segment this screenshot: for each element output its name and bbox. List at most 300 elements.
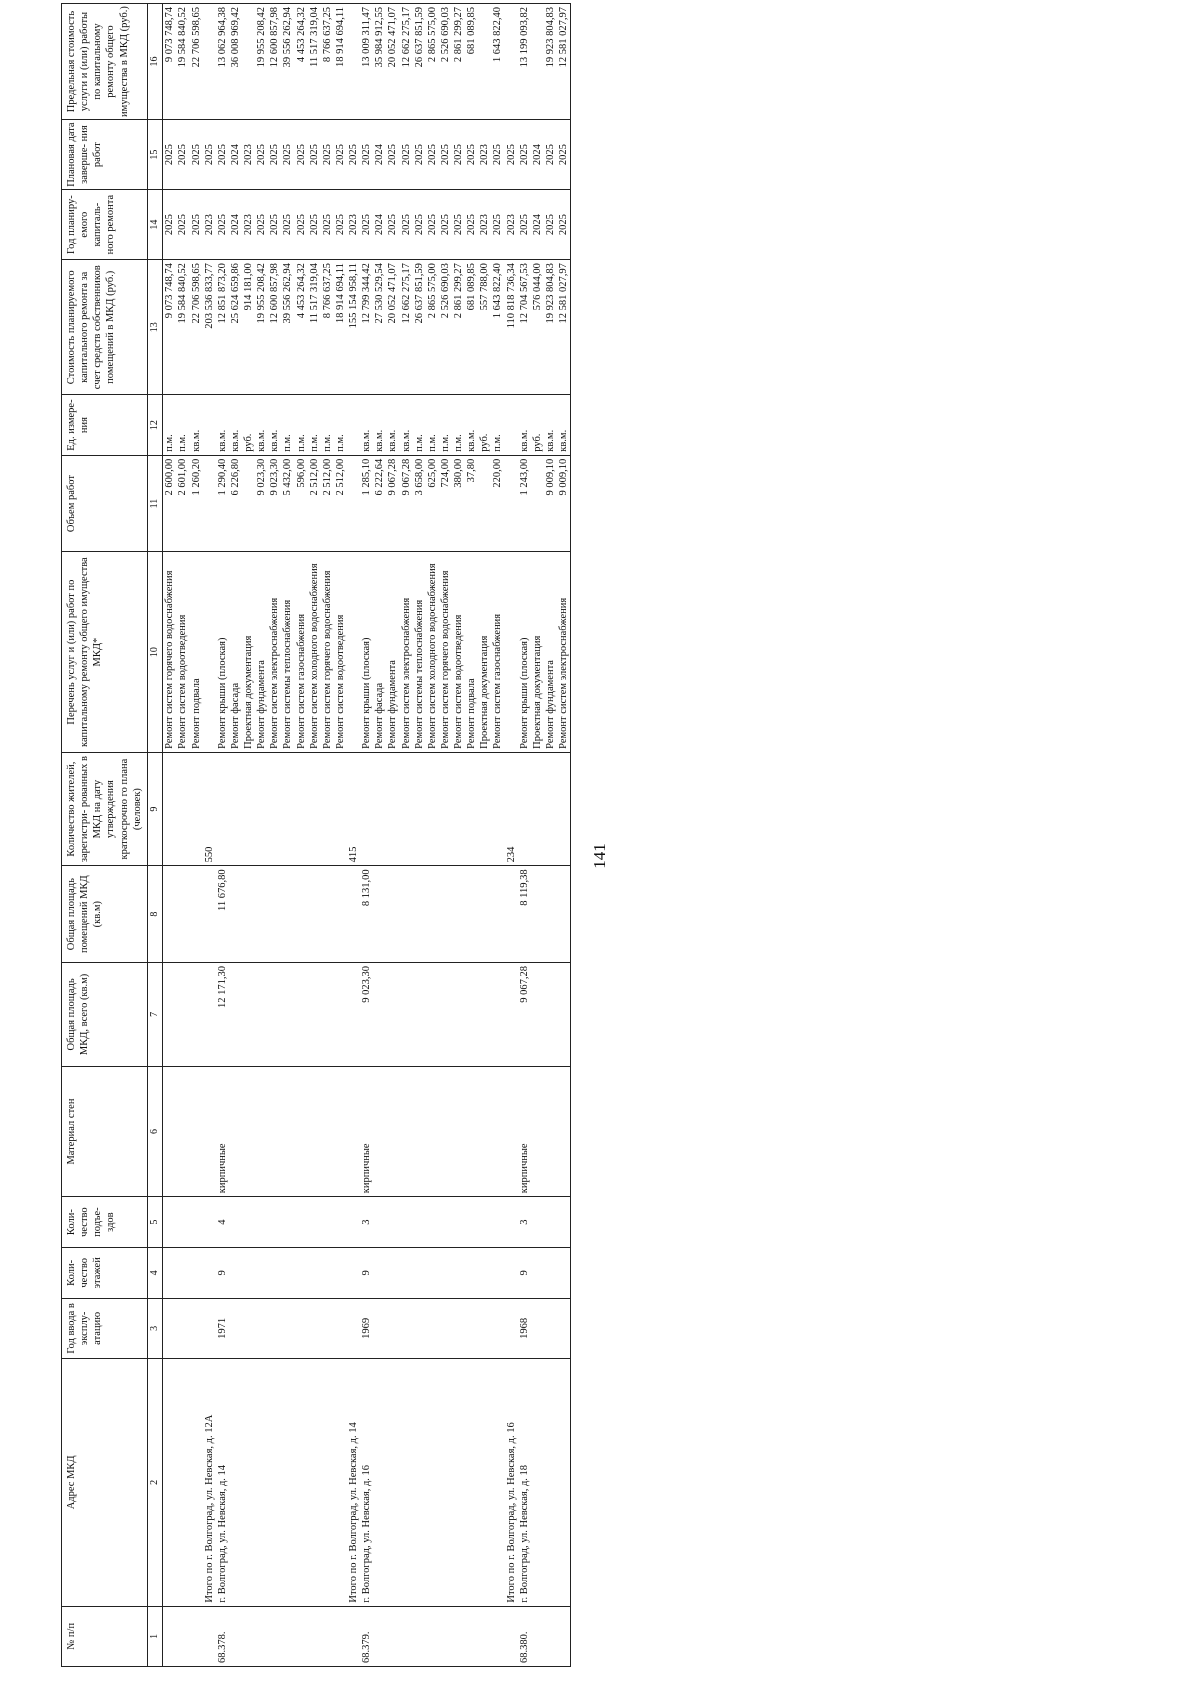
entrances-cell: [281, 1197, 294, 1248]
total-area-cell: [413, 962, 426, 1066]
wall-material-cell: [308, 1066, 321, 1196]
entrances-cell: [373, 1197, 386, 1248]
unit-cell: кв.м.: [386, 395, 399, 455]
plan-year-cell: 2023: [347, 190, 360, 260]
total-area-cell: [190, 962, 203, 1066]
wall-material-cell: [321, 1066, 334, 1196]
col-number: 3: [147, 1298, 163, 1358]
plan-year-cell: 2025: [190, 190, 203, 260]
num-cell: [295, 1606, 308, 1666]
residents-cell: [544, 752, 557, 866]
wall-material-cell: [347, 1066, 360, 1196]
max-cost-cell: 2 865 575,00: [426, 4, 439, 120]
end-year-cell: 2025: [347, 120, 360, 190]
premises-area-cell: [321, 866, 334, 963]
work-cell: Ремонт систем газоснабжения: [295, 552, 308, 752]
year-cell: [281, 1298, 294, 1358]
floors-cell: [255, 1247, 268, 1298]
volume-cell: 1 290,40: [216, 455, 229, 552]
address-cell: Итого по г. Волгоград, ул. Невская, д. 16: [505, 1359, 518, 1607]
premises-area-cell: [347, 866, 360, 963]
table-row: [465, 4, 478, 1667]
work-cell: Ремонт систем горячего водоснабжения: [163, 552, 177, 752]
residents-cell: [426, 752, 439, 866]
work-cell: [505, 552, 518, 752]
year-cell: [190, 1298, 203, 1358]
col-number: 8: [147, 866, 163, 963]
max-cost-cell: [531, 4, 544, 120]
total-area-cell: [452, 962, 465, 1066]
total-area-cell: 12 171,30: [216, 962, 229, 1066]
table-row: [491, 4, 504, 1667]
end-year-cell: 2025: [491, 120, 504, 190]
max-cost-cell: [347, 4, 360, 120]
unit-cell: кв.м.: [557, 395, 571, 455]
total-area-cell: [531, 962, 544, 1066]
volume-cell: [478, 455, 491, 552]
num-cell: [452, 1606, 465, 1666]
max-cost-cell: 35 984 912,55: [373, 4, 386, 120]
volume-cell: [347, 455, 360, 552]
wall-material-cell: кирпичные: [518, 1066, 531, 1196]
wall-material-cell: [557, 1066, 571, 1196]
end-year-cell: 2025: [386, 120, 399, 190]
total-area-cell: [242, 962, 255, 1066]
address-cell: Итого по г. Волгоград, ул. Невская, д. 12А: [203, 1359, 216, 1607]
residents-cell: 415: [347, 752, 360, 866]
num-cell: [426, 1606, 439, 1666]
unit-cell: п.м.: [295, 395, 308, 455]
premises-area-cell: [413, 866, 426, 963]
residents-cell: [491, 752, 504, 866]
unit-cell: п.м.: [321, 395, 334, 455]
address-cell: г. Волгоград, ул. Невская, д. 18: [518, 1359, 531, 1607]
total-area-cell: [295, 962, 308, 1066]
wall-material-cell: [334, 1066, 347, 1196]
max-cost-cell: 19 584 840,52: [176, 4, 189, 120]
year-cell: [347, 1298, 360, 1358]
cost-cell: 12 662 275,17: [400, 260, 413, 395]
year-cell: [308, 1298, 321, 1358]
total-area-cell: 9 023,30: [360, 962, 373, 1066]
entrances-cell: [400, 1197, 413, 1248]
unit-cell: кв.м.: [544, 395, 557, 455]
col-header: Общая площадь МКД, всего (кв.м): [62, 962, 148, 1066]
wall-material-cell: [281, 1066, 294, 1196]
volume-cell: 380,00: [452, 455, 465, 552]
address-cell: [268, 1359, 281, 1607]
plan-year-cell: 2023: [478, 190, 491, 260]
cost-cell: 20 052 471,07: [386, 260, 399, 395]
cost-cell: 4 453 264,32: [295, 260, 308, 395]
year-cell: [373, 1298, 386, 1358]
work-cell: Ремонт крыши (плоская): [216, 552, 229, 752]
address-cell: [308, 1359, 321, 1607]
year-cell: [229, 1298, 242, 1358]
address-cell: [321, 1359, 334, 1607]
residents-cell: [308, 752, 321, 866]
unit-cell: п.м.: [413, 395, 426, 455]
address-cell: [400, 1359, 413, 1607]
end-year-cell: 2025: [557, 120, 571, 190]
wall-material-cell: [176, 1066, 189, 1196]
work-cell: Проектная документация: [242, 552, 255, 752]
wall-material-cell: [544, 1066, 557, 1196]
unit-cell: кв.м.: [518, 395, 531, 455]
plan-year-cell: 2025: [360, 190, 373, 260]
premises-area-cell: [242, 866, 255, 963]
end-year-cell: 2023: [478, 120, 491, 190]
cost-cell: 19 584 840,52: [176, 260, 189, 395]
address-cell: [176, 1359, 189, 1607]
num-cell: 68.378.: [216, 1606, 229, 1666]
floors-cell: [190, 1247, 203, 1298]
end-year-cell: 2025: [413, 120, 426, 190]
premises-area-cell: [557, 866, 571, 963]
year-cell: [452, 1298, 465, 1358]
col-number: 6: [147, 1066, 163, 1196]
floors-cell: [413, 1247, 426, 1298]
end-year-cell: 2025: [163, 120, 177, 190]
plan-year-cell: 2024: [373, 190, 386, 260]
col-header: Коли- чество этажей: [62, 1247, 148, 1298]
entrances-cell: [321, 1197, 334, 1248]
floors-cell: [268, 1247, 281, 1298]
premises-area-cell: [163, 866, 177, 963]
premises-area-cell: [373, 866, 386, 963]
col-header: Коли- чество подъе- здов: [62, 1197, 148, 1248]
total-area-cell: [203, 962, 216, 1066]
total-area-cell: [505, 962, 518, 1066]
work-cell: Ремонт системы теплоснабжения: [413, 552, 426, 752]
table-row: [518, 4, 531, 1667]
unit-cell: п.м.: [176, 395, 189, 455]
table-row: [281, 4, 294, 1667]
floors-cell: [334, 1247, 347, 1298]
volume-cell: [203, 455, 216, 552]
residents-cell: [531, 752, 544, 866]
premises-area-cell: [268, 866, 281, 963]
unit-cell: п.м.: [308, 395, 321, 455]
num-cell: [505, 1606, 518, 1666]
year-cell: 1971: [216, 1298, 229, 1358]
num-cell: 68.380.: [518, 1606, 531, 1666]
max-cost-cell: 39 556 262,94: [281, 4, 294, 120]
premises-area-cell: [439, 866, 452, 963]
cost-cell: 12 799 344,42: [360, 260, 373, 395]
total-area-cell: [163, 962, 177, 1066]
address-cell: [544, 1359, 557, 1607]
cost-cell: 19 923 804,83: [544, 260, 557, 395]
table-row: [386, 4, 399, 1667]
volume-cell: 2 600,00: [163, 455, 177, 552]
plan-year-cell: 2025: [281, 190, 294, 260]
volume-cell: [505, 455, 518, 552]
wall-material-cell: [268, 1066, 281, 1196]
premises-area-cell: 8 119,38: [518, 866, 531, 963]
entrances-cell: [439, 1197, 452, 1248]
residents-cell: [242, 752, 255, 866]
wall-material-cell: [373, 1066, 386, 1196]
entrances-cell: [334, 1197, 347, 1248]
cost-cell: 203 536 833,77: [203, 260, 216, 395]
entrances-cell: [163, 1197, 177, 1248]
cost-cell: 11 517 319,04: [308, 260, 321, 395]
cost-cell: 1 643 822,40: [491, 260, 504, 395]
num-cell: [400, 1606, 413, 1666]
entrances-cell: [478, 1197, 491, 1248]
max-cost-cell: 19 955 208,42: [255, 4, 268, 120]
col-header: Перечень услуг и (или) работ по капитальному ремонту общего имущества МКД*: [62, 552, 148, 752]
total-area-cell: [308, 962, 321, 1066]
cost-cell: 12 704 567,53: [518, 260, 531, 395]
work-cell: Ремонт систем холодного водоснабжения: [308, 552, 321, 752]
table-row: [347, 4, 360, 1667]
volume-cell: [242, 455, 255, 552]
year-cell: [544, 1298, 557, 1358]
table-body: [163, 4, 571, 1667]
col-number: 11: [147, 455, 163, 552]
entrances-cell: [557, 1197, 571, 1248]
wall-material-cell: [163, 1066, 177, 1196]
wall-material-cell: [491, 1066, 504, 1196]
num-cell: [478, 1606, 491, 1666]
end-year-cell: 2025: [544, 120, 557, 190]
volume-cell: 2 601,00: [176, 455, 189, 552]
unit-cell: п.м.: [452, 395, 465, 455]
residents-cell: [400, 752, 413, 866]
wall-material-cell: [413, 1066, 426, 1196]
floors-cell: [531, 1247, 544, 1298]
cost-cell: 681 089,85: [465, 260, 478, 395]
max-cost-cell: [242, 4, 255, 120]
unit-cell: п.м.: [163, 395, 177, 455]
table-row: [531, 4, 544, 1667]
max-cost-cell: 2 526 690,03: [439, 4, 452, 120]
address-cell: [491, 1359, 504, 1607]
cost-cell: 27 530 529,54: [373, 260, 386, 395]
work-cell: Ремонт подвала: [190, 552, 203, 752]
residents-cell: [190, 752, 203, 866]
premises-area-cell: [478, 866, 491, 963]
work-cell: Ремонт фасада: [229, 552, 242, 752]
work-cell: Ремонт фундамента: [255, 552, 268, 752]
max-cost-cell: 12 600 857,98: [268, 4, 281, 120]
table-row: [321, 4, 334, 1667]
col-number: 9: [147, 752, 163, 866]
col-number: 7: [147, 962, 163, 1066]
address-cell: г. Волгоград, ул. Невская, д. 14: [216, 1359, 229, 1607]
address-cell: [242, 1359, 255, 1607]
floors-cell: [229, 1247, 242, 1298]
col-number: 10: [147, 552, 163, 752]
year-cell: [242, 1298, 255, 1358]
wall-material-cell: [426, 1066, 439, 1196]
col-number: 5: [147, 1197, 163, 1248]
floors-cell: [347, 1247, 360, 1298]
residents-cell: [413, 752, 426, 866]
volume-cell: 1 243,00: [518, 455, 531, 552]
work-cell: Ремонт систем водоотведения: [334, 552, 347, 752]
plan-year-cell: 2024: [531, 190, 544, 260]
col-header: Предельная стоимость услуги и (или) работы по капитальному ремонту общего имущества в МКД (руб.): [62, 4, 148, 120]
wall-material-cell: [203, 1066, 216, 1196]
num-cell: [203, 1606, 216, 1666]
col-number: 13: [147, 260, 163, 395]
col-number: 15: [147, 120, 163, 190]
wall-material-cell: [531, 1066, 544, 1196]
residents-cell: [281, 752, 294, 866]
col-header: Количество жителей, зарегистри- рованных в МКД на дату утверждения краткосрочно го плана (человек): [62, 752, 148, 866]
unit-cell: [347, 395, 360, 455]
plan-year-cell: 2025: [163, 190, 177, 260]
floors-cell: [308, 1247, 321, 1298]
address-cell: [295, 1359, 308, 1607]
num-cell: [190, 1606, 203, 1666]
plan-year-cell: 2025: [321, 190, 334, 260]
premises-area-cell: [531, 866, 544, 963]
col-number: 2: [147, 1359, 163, 1607]
premises-area-cell: [491, 866, 504, 963]
num-cell: [176, 1606, 189, 1666]
wall-material-cell: [439, 1066, 452, 1196]
unit-cell: кв.м.: [216, 395, 229, 455]
wall-material-cell: [478, 1066, 491, 1196]
entrances-cell: [308, 1197, 321, 1248]
plan-year-cell: 2025: [308, 190, 321, 260]
max-cost-cell: 1 643 822,40: [491, 4, 504, 120]
year-cell: [413, 1298, 426, 1358]
work-cell: Ремонт систем холодного водоснабжения: [426, 552, 439, 752]
wall-material-cell: [190, 1066, 203, 1196]
col-header: Плановая дата заверше- ния работ: [62, 120, 148, 190]
address-cell: Итого по г. Волгоград, ул. Невская, д. 14: [347, 1359, 360, 1607]
max-cost-cell: 13 009 311,47: [360, 4, 373, 120]
num-cell: [281, 1606, 294, 1666]
num-cell: [439, 1606, 452, 1666]
max-cost-cell: 22 706 598,65: [190, 4, 203, 120]
wall-material-cell: [242, 1066, 255, 1196]
address-cell: [255, 1359, 268, 1607]
work-cell: Ремонт крыши (плоская): [518, 552, 531, 752]
residents-cell: 550: [203, 752, 216, 866]
plan-year-cell: 2025: [334, 190, 347, 260]
address-cell: [386, 1359, 399, 1607]
table-row: [176, 4, 189, 1667]
residents-cell: [373, 752, 386, 866]
year-cell: [176, 1298, 189, 1358]
total-area-cell: [347, 962, 360, 1066]
work-cell: [347, 552, 360, 752]
premises-area-cell: [544, 866, 557, 963]
col-header: Стоимость планируемого капитального ремонта за счет средств собственников помещений в МКД (руб.): [62, 260, 148, 395]
year-cell: [426, 1298, 439, 1358]
wall-material-cell: [295, 1066, 308, 1196]
cost-cell: 26 637 851,59: [413, 260, 426, 395]
cost-cell: 557 788,00: [478, 260, 491, 395]
entrances-cell: [505, 1197, 518, 1248]
cost-cell: 19 955 208,42: [255, 260, 268, 395]
table-row: [505, 4, 518, 1667]
unit-cell: п.м.: [334, 395, 347, 455]
max-cost-cell: 18 914 694,11: [334, 4, 347, 120]
address-cell: [281, 1359, 294, 1607]
wall-material-cell: [400, 1066, 413, 1196]
premises-area-cell: [386, 866, 399, 963]
max-cost-cell: 19 923 804,83: [544, 4, 557, 120]
plan-year-cell: 2025: [413, 190, 426, 260]
volume-cell: 1 260,20: [190, 455, 203, 552]
cost-cell: 22 706 598,65: [190, 260, 203, 395]
col-header: № п/п: [62, 1606, 148, 1666]
unit-cell: кв.м.: [465, 395, 478, 455]
unit-cell: п.м.: [281, 395, 294, 455]
num-cell: [255, 1606, 268, 1666]
table-row: [334, 4, 347, 1667]
wall-material-cell: [229, 1066, 242, 1196]
entrances-cell: [544, 1197, 557, 1248]
end-year-cell: 2025: [465, 120, 478, 190]
floors-cell: 9: [360, 1247, 373, 1298]
entrances-cell: [268, 1197, 281, 1248]
year-cell: [400, 1298, 413, 1358]
plan-year-cell: 2025: [452, 190, 465, 260]
volume-cell: 1 285,10: [360, 455, 373, 552]
volume-cell: [531, 455, 544, 552]
address-cell: [413, 1359, 426, 1607]
end-year-cell: 2025: [426, 120, 439, 190]
end-year-cell: 2025: [216, 120, 229, 190]
address-cell: [478, 1359, 491, 1607]
work-cell: Ремонт системы теплоснабжения: [281, 552, 294, 752]
num-cell: [413, 1606, 426, 1666]
table-row: [544, 4, 557, 1667]
entrances-cell: [347, 1197, 360, 1248]
total-area-cell: [439, 962, 452, 1066]
unit-cell: кв.м.: [400, 395, 413, 455]
total-area-cell: 9 067,28: [518, 962, 531, 1066]
work-cell: Ремонт систем горячего водоснабжения: [321, 552, 334, 752]
end-year-cell: 2025: [505, 120, 518, 190]
residents-cell: 234: [505, 752, 518, 866]
plan-year-cell: 2025: [176, 190, 189, 260]
volume-cell: 596,00: [295, 455, 308, 552]
num-cell: [334, 1606, 347, 1666]
residents-cell: [386, 752, 399, 866]
plan-year-cell: 2025: [518, 190, 531, 260]
num-cell: [373, 1606, 386, 1666]
table-row: [413, 4, 426, 1667]
end-year-cell: 2024: [531, 120, 544, 190]
end-year-cell: 2025: [295, 120, 308, 190]
table-row: [229, 4, 242, 1667]
volume-cell: 9 023,30: [255, 455, 268, 552]
col-number: 12: [147, 395, 163, 455]
col-number: 1: [147, 1606, 163, 1666]
address-cell: [373, 1359, 386, 1607]
volume-cell: 9 067,28: [400, 455, 413, 552]
num-cell: [531, 1606, 544, 1666]
total-area-cell: [321, 962, 334, 1066]
end-year-cell: 2023: [242, 120, 255, 190]
col-header: Ед. измере- ния: [62, 395, 148, 455]
num-cell: [163, 1606, 177, 1666]
table-row: [163, 4, 177, 1667]
floors-cell: [321, 1247, 334, 1298]
total-area-cell: [281, 962, 294, 1066]
plan-year-cell: 2023: [203, 190, 216, 260]
premises-area-cell: 11 676,80: [216, 866, 229, 963]
